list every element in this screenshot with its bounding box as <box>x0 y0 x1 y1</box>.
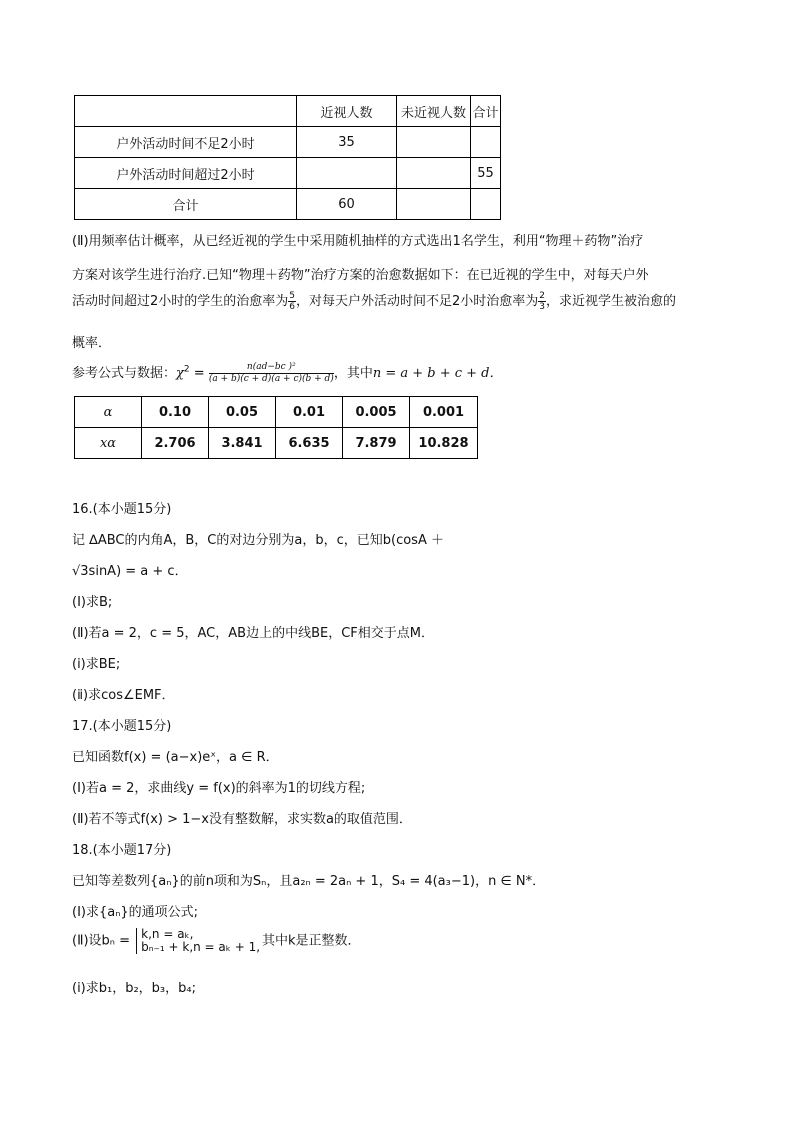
formula-eq: = <box>189 366 209 381</box>
case-line: k,n = aₖ, <box>141 927 194 941</box>
q16-part2: (Ⅱ)若a = 2，c = 5，AC，AB边上的中线BE，CF相交于点M． <box>72 626 434 641</box>
formula-prefix: 参考公式与数据： <box>72 366 177 381</box>
table-cell: 0.005 <box>343 397 410 428</box>
fraction-numerator: n(ad−bc )² <box>209 362 334 374</box>
formula-tail: n = a + b + c + d． <box>372 366 503 381</box>
table-cell <box>397 189 471 220</box>
case-line: bₙ₋₁ + k,n = aₖ + 1, <box>141 940 261 954</box>
table-cell: 0.01 <box>276 397 343 428</box>
critical-value-table <box>74 396 478 459</box>
table-row <box>75 397 478 428</box>
table-cell: 户外活动时间超过2小时 <box>75 158 297 189</box>
table-cell: 2.706 <box>142 428 209 459</box>
q16-part1: (Ⅰ)求B; <box>72 595 113 610</box>
fraction-five-sixths <box>288 291 296 312</box>
table-cell: 0.10 <box>142 397 209 428</box>
fraction-numerator: 5 <box>289 291 296 301</box>
contingency-table <box>74 95 501 220</box>
table-cell: 7.879 <box>343 428 410 459</box>
q16-title: 16.(本小题15分) <box>72 502 172 517</box>
q18-part2 <box>72 928 361 954</box>
table-header-row <box>75 96 501 127</box>
q18-line1: 已知等差数列{aₙ}的前n项和为Sₙ，且a₂ₙ = 2aₙ + 1，S₄ = 4(a₃−1)，n ∈ N*． <box>72 874 546 889</box>
part2-line3 <box>72 290 676 312</box>
table-row <box>75 189 501 220</box>
chi-symbol: χ <box>176 366 184 381</box>
q17-title: 17.(本小题15分) <box>72 719 172 734</box>
table-cell: 未近视人数 <box>397 96 471 127</box>
q18-part2-i: (ⅰ)求b₁，b₂，b₃，b₄; <box>72 981 196 996</box>
fraction-numerator: 2 <box>539 291 546 301</box>
reference-formula: 参考公式与数据：$\chi^2$ = $\frac{\text{n(ad−bc )²}}{(a + b)(c + d)(a + c)(b + d)}$，其中n = a + b + c + d． <box>72 362 503 384</box>
q18-title: 18.(本小题17分) <box>72 843 172 858</box>
table-cell: 55 <box>471 158 501 189</box>
fraction-two-thirds <box>538 291 546 312</box>
table-cell: α <box>75 397 142 428</box>
q17-line1: 已知函数f(x) = (a−x)eˣ，a ∈ R． <box>72 750 279 765</box>
q18-part2-suffix: 其中k是正整数． <box>262 933 361 949</box>
q18-part2-prefix: (Ⅱ)设bₙ = <box>72 933 135 949</box>
piecewise-definition <box>136 928 260 954</box>
chi-square-fraction <box>209 362 334 385</box>
table-row <box>75 428 478 459</box>
part2-line3a: 活动时间超过2小时的学生的治愈率为 <box>72 294 289 309</box>
table-cell: xα <box>75 428 142 459</box>
fraction-denominator: 3 <box>539 302 546 312</box>
table-cell <box>471 127 501 158</box>
table-row <box>75 127 501 158</box>
q17-part1: (Ⅰ)若a = 2，求曲线y = f(x)的斜率为1的切线方程; <box>72 781 366 796</box>
fraction-denominator: (a + b)(c + d)(a + c)(b + d) <box>208 374 334 384</box>
table-cell: 60 <box>297 189 397 220</box>
table-cell: 近视人数 <box>297 96 397 127</box>
q16-line1: 记 ∆ABC的内角A，B，C的对边分别为a，b，c，已知b(cosA ＋ <box>72 533 444 548</box>
fraction-denominator: 6 <box>289 302 296 312</box>
table-cell <box>397 127 471 158</box>
part2-line3c: ，求近视学生被治愈的 <box>546 294 677 309</box>
q16-part2-ii: (ⅱ)求cos∠EMF． <box>72 688 175 703</box>
table-cell: 合计 <box>471 96 501 127</box>
q16-line2: √3sinA) = a + c． <box>72 564 188 579</box>
part2-line3b: ，对每天户外活动时间不足2小时治愈率为 <box>296 294 539 309</box>
table-cell: 0.001 <box>410 397 478 428</box>
table-cell: 0.05 <box>209 397 276 428</box>
q16-part2-i: (ⅰ)求BE; <box>72 657 121 672</box>
part2-line4: 概率． <box>72 336 112 351</box>
part2-line2: 方案对该学生进行治疗.已知“物理＋药物”治疗方案的治愈数据如下：在已近视的学生中，对每天户外 <box>72 268 649 283</box>
q17-part2: (Ⅱ)若不等式f(x) > 1−x没有整数解，求实数a的取值范围． <box>72 812 412 827</box>
q18-part1: (Ⅰ)求{aₙ}的通项公式; <box>72 905 199 920</box>
table-cell: 35 <box>297 127 397 158</box>
table-cell: 6.635 <box>276 428 343 459</box>
table-cell: 10.828 <box>410 428 478 459</box>
table-cell: 户外活动时间不足2小时 <box>75 127 297 158</box>
table-cell: 合计 <box>75 189 297 220</box>
table-cell <box>471 189 501 220</box>
table-cell: 3.841 <box>209 428 276 459</box>
table-cell <box>397 158 471 189</box>
table-cell <box>297 158 397 189</box>
formula-mid: ，其中 <box>333 366 373 381</box>
part2-line1: (Ⅱ)用频率估计概率，从已经近视的学生中采用随机抽样的方式选出1名学生，利用“物理＋药物”治疗 <box>72 234 644 249</box>
table-cell <box>75 96 297 127</box>
table-row <box>75 158 501 189</box>
